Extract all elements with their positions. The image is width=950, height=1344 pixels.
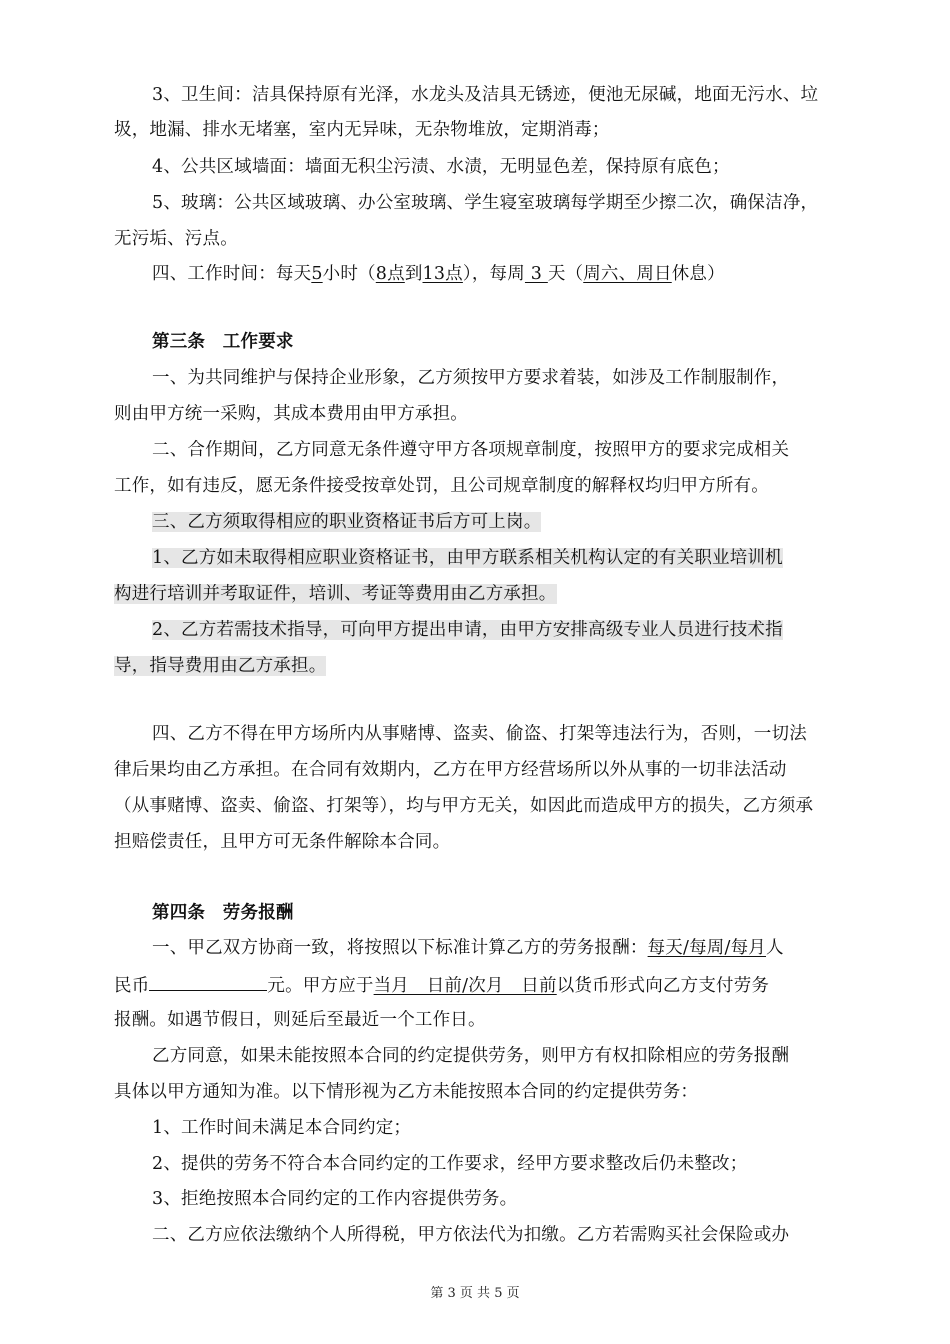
article-3-p1-line-2: 则由甲方统一采购，其成本费用由甲方承担。: [114, 404, 468, 424]
work-end-value: 13点: [422, 264, 463, 284]
article-3-p3a-text-2: 构进行培训并考取证件，培训、考证等费用由乙方承担。: [114, 584, 557, 604]
article-4-item-2: 2、提供的劳务不符合本合同约定的工作要求，经甲方要求整改后仍未整改；: [152, 1154, 748, 1174]
article-3-p3a-line-2: [114, 582, 557, 606]
work-time-clause: [152, 262, 725, 286]
pay-period-options: 每天/每周/每月: [647, 938, 767, 958]
article-3-p3a-line-1: [152, 546, 783, 570]
article-3-p3a-text-1: 1、乙方如未取得相应职业资格证书，由甲方联系相关机构认定的有关职业培训机: [152, 548, 783, 568]
article-3-p4-line-4: 担赔偿责任，且甲方可无条件解除本合同。: [114, 832, 451, 852]
glass-clause-line-1: 5、玻璃：公共区域玻璃、办公室玻璃、学生寝室玻璃每学期至少擦二次，确保洁净，: [152, 193, 819, 213]
article-4-p1-mid: 元。甲方应于: [267, 976, 374, 996]
work-time-text-2: 到: [404, 264, 423, 284]
pay-date-options: 当月 日前/次月 日前: [373, 976, 557, 996]
article-4-heading: 第四条 劳务报酬: [152, 903, 294, 923]
amount-blank: [149, 972, 267, 991]
work-time-text-4: 天（: [547, 264, 584, 284]
article-4-item-1: 1、工作时间未满足本合同约定；: [152, 1118, 412, 1138]
article-4-p1-prefix: 一、甲乙双方协商一致，将按照以下标准计算乙方的劳务报酬：: [152, 938, 648, 958]
article-3-p3b-line-1: [152, 618, 783, 642]
glass-clause-line-2: 无污垢、污点。: [114, 229, 238, 249]
hygiene-clause-line-2: 圾，地漏、排水无堵塞，室内无异味，无杂物堆放，定期消毒；: [114, 120, 610, 140]
article-4-p1-line-3: 报酬。如遇节假日，则延后至最近一个工作日。: [114, 1010, 486, 1030]
walls-clause: 4、公共区域墙面：墙面无积尘污渍、水渍，无明显色差，保持原有底色；: [152, 157, 730, 177]
article-4-p1-line-2: [114, 972, 769, 998]
article-4-p1-suffix: 人: [766, 938, 784, 958]
page-footer: 第 3 页 共 5 页: [430, 1286, 520, 1301]
article-3-heading: 第三条 工作要求: [152, 332, 294, 352]
article-3-p4-line-3: （从事赌博、盗卖、偷盗、打架等），均与甲方无关，如因此而造成甲方的损失，乙方须承: [114, 796, 814, 816]
article-3-p3-text: 三、乙方须取得相应的职业资格证书后方可上岗。: [152, 512, 542, 532]
article-4-p3: 二、乙方应依法缴纳个人所得税，甲方依法代为扣缴。乙方若需购买社会保险或办: [152, 1225, 790, 1245]
hygiene-clause-line-1: 3、卫生间：洁具保持原有光泽，水龙头及洁具无锈迹，便池无尿碱，地面无污水、垃: [152, 85, 819, 105]
work-time-text-1: 小时（: [322, 264, 376, 284]
work-time-text-3: ），每周: [462, 264, 525, 284]
currency-label: 民币: [114, 976, 150, 996]
article-3-p1-line-1: 一、为共同维护与保持企业形象，乙方须按甲方要求着装，如涉及工作制服制作，: [152, 368, 790, 388]
article-4-p1-line-1: [152, 936, 784, 960]
work-time-text-5: 休息）: [671, 264, 725, 284]
work-time-prefix: 四、工作时间：每天: [152, 264, 312, 284]
article-3-p3b-text-2: 导，指导费用由乙方承担。: [114, 656, 327, 676]
work-start-value: 8点: [375, 264, 405, 284]
work-days-value: 3: [524, 264, 548, 284]
article-4-p2-line-2: 具体以甲方通知为准。以下情形视为乙方未能按照本合同的约定提供劳务：: [114, 1082, 699, 1102]
work-hours-value: 5: [311, 264, 323, 284]
article-3-p4-line-1: 四、乙方不得在甲方场所内从事赌博、盗卖、偷盗、打架等违法行为，否则，一切法: [152, 724, 807, 744]
article-3-p2-line-1: 二、合作期间，乙方同意无条件遵守甲方各项规章制度，按照甲方的要求完成相关: [152, 440, 790, 460]
article-4-p1-tail: 以货币形式向乙方支付劳务: [556, 976, 770, 996]
article-3-p3: [152, 510, 541, 534]
article-3-p2-line-2: 工作，如有违反，愿无条件接受按章处罚，且公司规章制度的解释权均归甲方所有。: [114, 476, 769, 496]
article-4-item-3: 3、拒绝按照本合同约定的工作内容提供劳务。: [152, 1189, 518, 1209]
article-3-p4-line-2: 律后果均由乙方承担。在合同有效期内，乙方在甲方经营场所以外从事的一切非法活动: [114, 760, 787, 780]
article-3-p3b-text-1: 2、乙方若需技术指导，可向甲方提出申请，由甲方安排高级专业人员进行技术指: [152, 620, 783, 640]
rest-days-value: 周六、周日: [583, 264, 672, 284]
article-4-p2-line-1: 乙方同意，如果未能按照本合同的约定提供劳务，则甲方有权扣除相应的劳务报酬: [152, 1046, 790, 1066]
article-3-p3b-line-2: [114, 654, 326, 678]
